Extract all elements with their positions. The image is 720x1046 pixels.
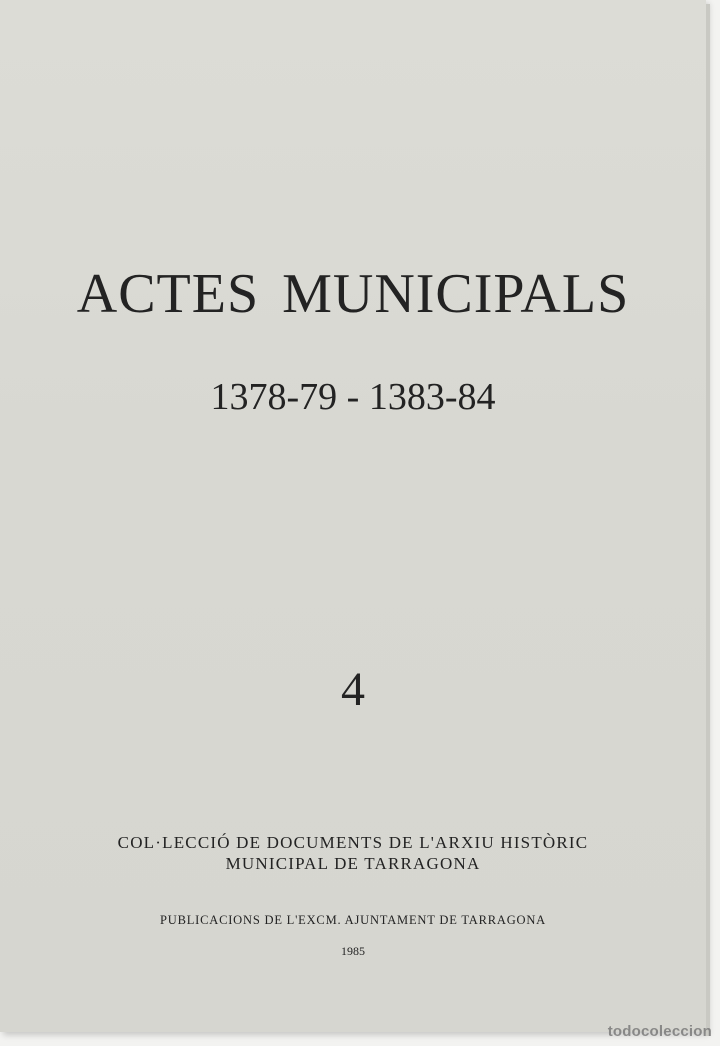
watermark-logo: todocoleccion <box>607 1023 712 1040</box>
year-range: 1378-79 - 1383-84 <box>210 376 496 418</box>
collection-line-1: COL·LECCIÓ DE DOCUMENTS DE L'ARXIU HISTÒRIC <box>117 833 589 852</box>
book-title: ACTES MUNICIPALS <box>76 263 630 325</box>
collection-name <box>0 832 706 875</box>
cover-edge <box>706 4 710 1036</box>
publisher-line: PUBLICACIONS DE L'EXCM. AJUNTAMENT DE TARRAGONA <box>159 913 546 927</box>
publication-year: 1985 <box>341 944 365 958</box>
collection-line-2: MUNICIPAL DE TARRAGONA <box>225 854 481 874</box>
volume-number: 4 <box>341 663 365 716</box>
